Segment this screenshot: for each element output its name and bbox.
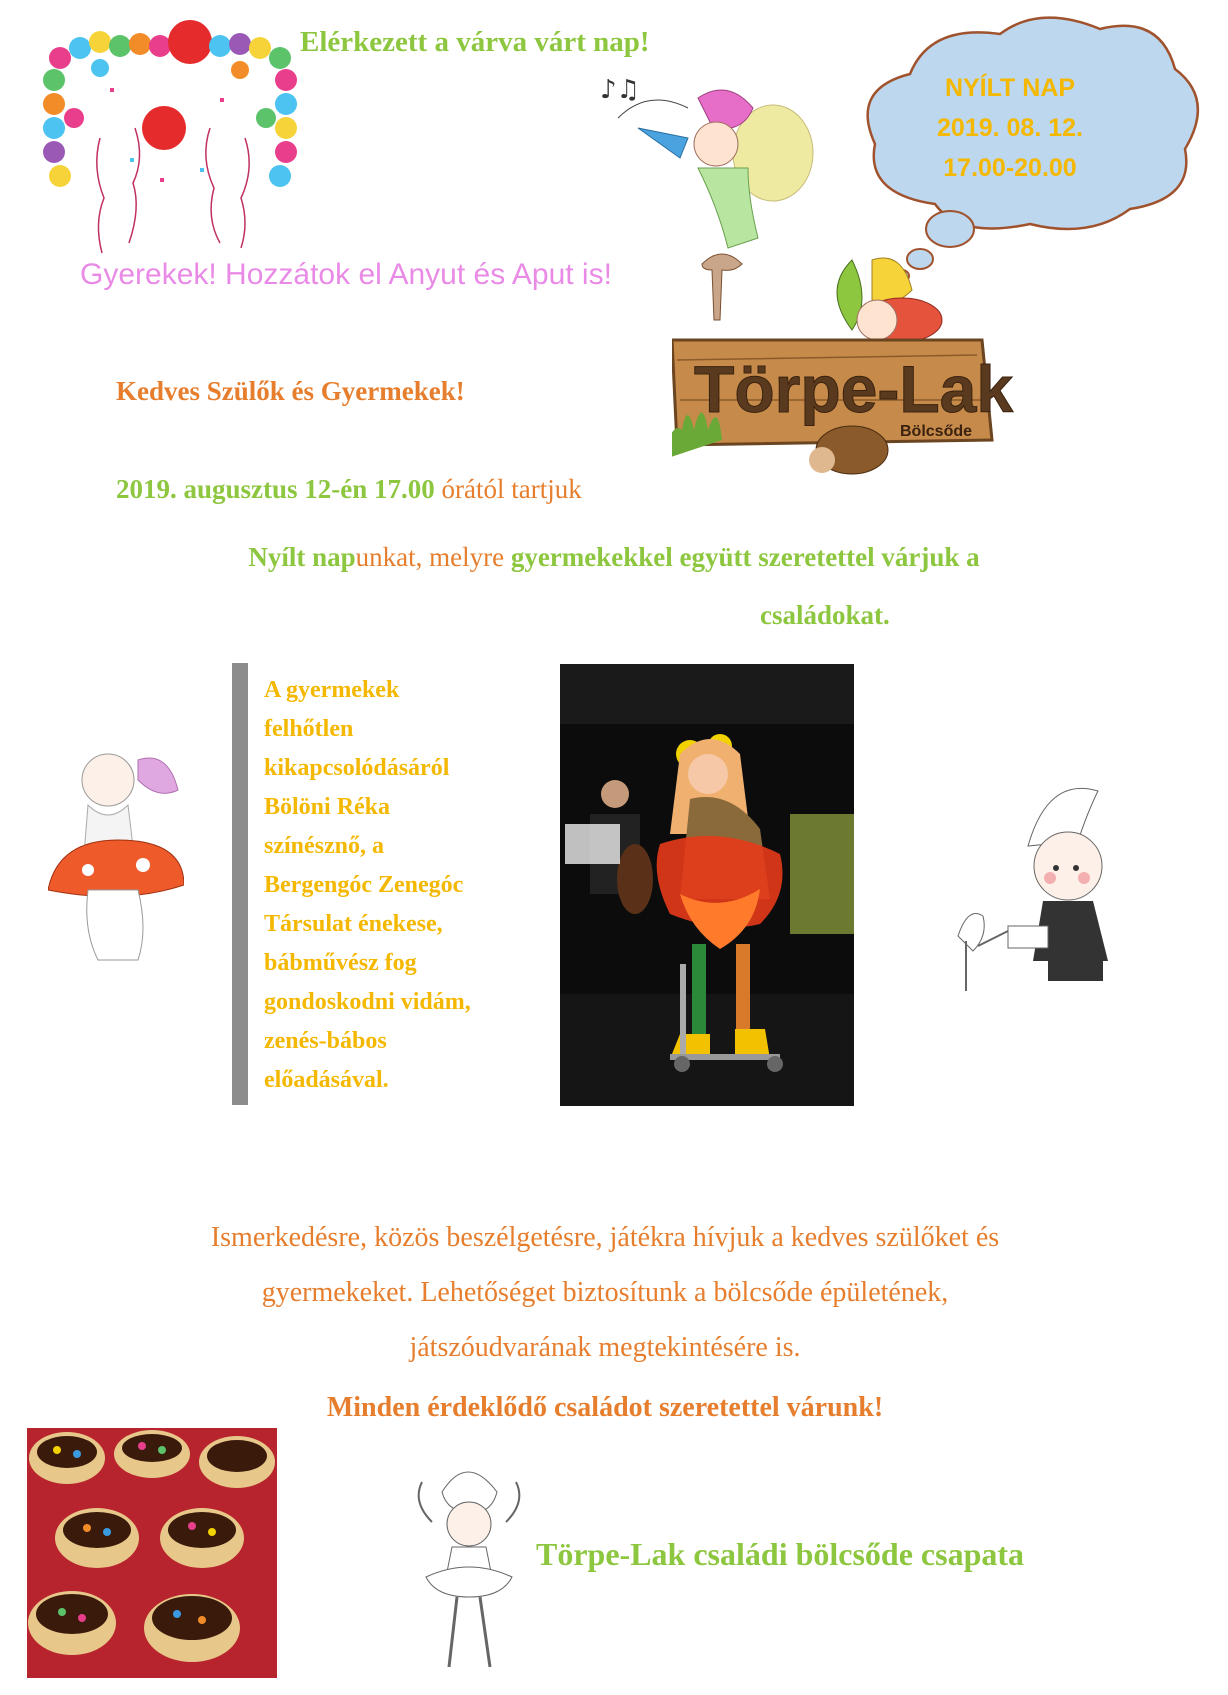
performer-line: Bölöni Réka	[264, 794, 391, 820]
performer-line: A gyermekek	[264, 677, 400, 703]
cloud-text	[900, 68, 1120, 188]
cupcakes-photo	[27, 1428, 277, 1678]
performer-line: Bergengóc Zenegóc	[264, 872, 464, 898]
open-day-bold-rest: gyermekekkel együtt szeretettel várjuk a	[510, 542, 980, 572]
signature: Törpe-Lak családi bölcsőde csapata	[536, 1536, 1025, 1572]
gnome-watering-illustration	[948, 776, 1148, 998]
quote-bar	[232, 663, 248, 1105]
performer-line: gondoskodni vidám,	[264, 989, 471, 1015]
performer-line: zenés-bábos	[264, 1028, 387, 1054]
performer-line: Társulat énekese,	[264, 911, 443, 937]
greeting: Kedves Szülők és Gyermekek!	[116, 376, 465, 406]
torpe-lak-logo	[672, 250, 1042, 512]
event-date: 2019. augusztus 12-én 17.00	[116, 474, 435, 504]
open-day-time: 17.00-20.00	[943, 154, 1077, 182]
invite-line: játszóudvarának megtekintésére is.	[409, 1332, 801, 1363]
kids-invite-line: Gyerekek! Hozzátok el Anyut és Aput is!	[80, 258, 612, 291]
balloons-illustration	[40, 18, 300, 258]
svg-text:♪♫: ♪♫	[600, 75, 640, 105]
performer-line: felhőtlen	[264, 716, 354, 742]
date-line	[116, 474, 582, 505]
open-day-date: 2019. 08. 12.	[937, 114, 1083, 142]
invite-line: gyermekeket. Lehetőséget biztosítunk a bölcsőde épületének,	[261, 1277, 949, 1308]
elf-mushroom-illustration	[48, 740, 184, 970]
families-word: családokat.	[760, 600, 890, 630]
ballerina-fairy-illustration	[412, 1452, 524, 1688]
performer-quote-block	[232, 663, 532, 1105]
event-date-rest: órától tartjuk	[434, 474, 582, 504]
performer-line: bábművész fog	[264, 950, 417, 976]
performer-line: előadásával.	[264, 1067, 389, 1093]
open-day-line	[0, 542, 1228, 573]
fairy-flute-illustration	[598, 58, 834, 256]
logo-name: Törpe-Lak	[694, 352, 1014, 426]
performer-line: színésznő, a	[264, 833, 384, 859]
invite-line: Ismerkedésre, közös beszélgetésre, játékra hívjuk a kedves szülőket és	[210, 1222, 1000, 1253]
performer-text	[264, 671, 532, 1100]
logo-subtitle: Bölcsőde	[900, 423, 973, 440]
performer-photo	[560, 664, 854, 1106]
welcome-line: Minden érdeklődő családot szeretettel várunk!	[326, 1392, 884, 1423]
performer-line: kikapcsolódásáról	[264, 755, 450, 781]
headline: Elérkezett a várva várt nap!	[300, 26, 650, 58]
open-day-normal: unkat, melyre	[355, 542, 511, 572]
invite-paragraph	[120, 1210, 1090, 1375]
open-day-label: NYÍLT NAP	[944, 74, 1076, 102]
open-day-bold: Nyílt nap	[248, 542, 356, 572]
